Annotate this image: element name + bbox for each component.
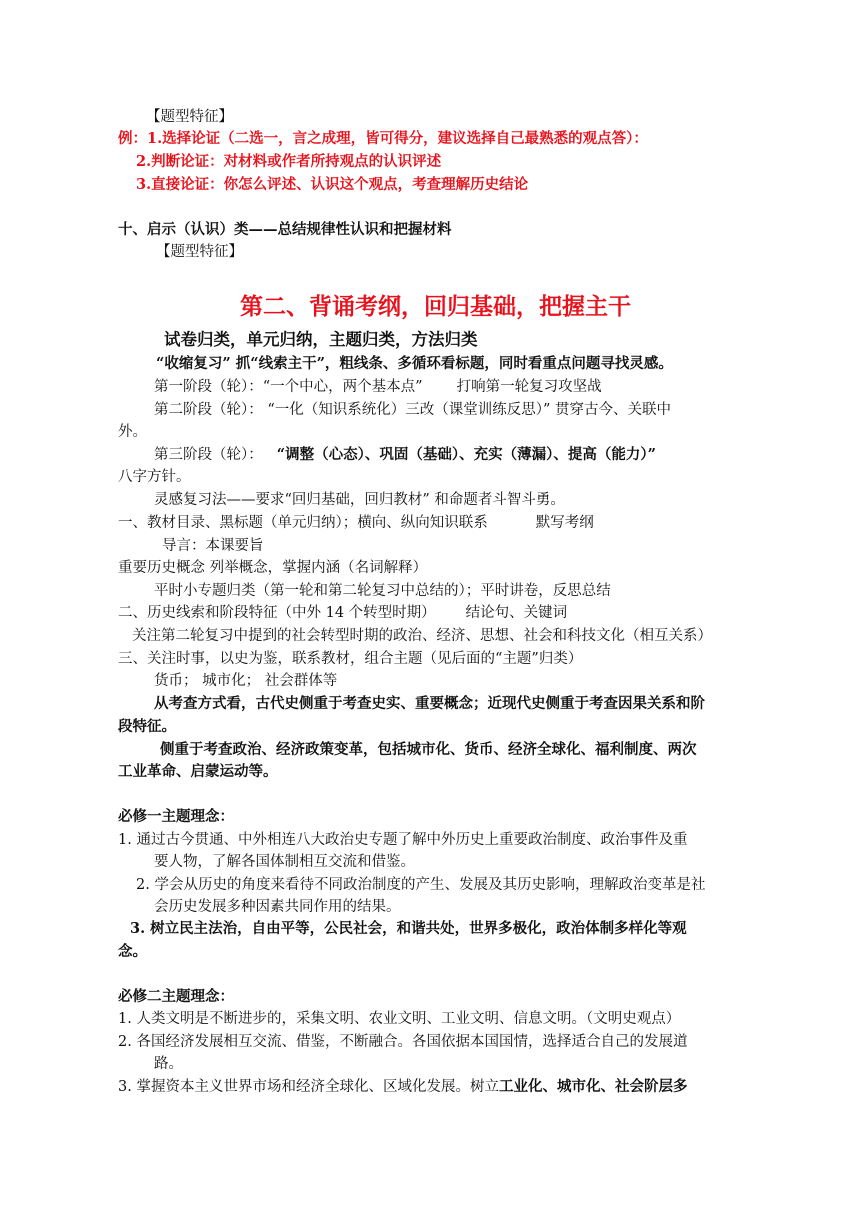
concept-line: 重要历史概念 列举概念，掌握内涵（名词解释） [118, 560, 428, 576]
stage-one-label: 第一阶段（轮）：“一个中心，两个基本点” [154, 379, 423, 395]
compulsory-one-item-2-cont: 会历史发展多种因素共同作用的结果。 [154, 899, 401, 915]
exam-focus-2: 侧重于考查政治、经济政策变革，包括城市化、货币、经济全球化、福利制度、两次 [160, 741, 697, 758]
item-two [118, 602, 567, 624]
compulsory-one-item-3-cont: 念。 [118, 943, 147, 960]
compulsory-two-item-2: 2. 各国经济发展相互交流、借鉴，不断融合。各国依据本国国情，选择适合自己的发展道 [118, 1034, 688, 1050]
exam-focus-1-cont: 段特征。 [118, 718, 176, 735]
item-one [118, 512, 594, 534]
stage-two-cont: 外。 [118, 424, 147, 440]
compulsory-one-item-1-cont: 要人物，了解各国体制相互交流和借鉴。 [154, 854, 415, 870]
item-two-note: 结论句、关键词 [465, 605, 568, 621]
topic-summary-line: 平时小专题归类（第一轮和第二轮复习中总结的）；平时讲卷，反思总结 [154, 583, 611, 599]
stage-one [154, 376, 602, 398]
compulsory-two-item-1: 1. 人类文明是不断进步的，采集文明、农业文明、工业文明、信息文明。（文明史观点） [118, 1011, 681, 1027]
exam-focus-2-cont: 工业革命、启蒙运动等。 [118, 763, 278, 780]
stage-three-cont: 八字方针。 [118, 469, 191, 485]
item-two-text: 二、历史线索和阶段特征（中外 14 个转型时期） [118, 605, 436, 621]
item-one-text: 一、教材目录、黑标题（单元归纳）；横向、纵向知识联系 [118, 515, 488, 531]
compulsory-two-item-3 [118, 1076, 687, 1098]
compulsory-two-item-2-cont: 路。 [154, 1056, 183, 1072]
heading-question-features-2: 【题型特征】 [156, 244, 243, 260]
stage-one-note: 打响第一轮复习攻坚战 [456, 379, 602, 395]
compulsory-one-heading: 必修一主题理念： [118, 808, 234, 825]
themes-list: 货币； 城市化； 社会群体等 [154, 673, 338, 689]
subtitle: 试卷归类，单元归纳，主题归类，方法归类 [164, 330, 478, 349]
intro-line: 导言：本课要旨 [162, 538, 264, 554]
exam-focus-1: 从考查方式看，古代史侧重于考查史实、重要概念；近现代史侧重于考查因果关系和阶 [154, 695, 705, 712]
compulsory-two-item-3-text: 3. 掌握资本主义世界市场和经济全球化、区域化发展。树立 [118, 1079, 499, 1095]
stage-three-motto: “调整（心态）、巩固（基础）、充实（薄漏）、提高（能力）” [276, 446, 656, 463]
heading-question-features: 【题型特征】 [146, 109, 233, 125]
main-title: 第二、背诵考纲，回归基础，把握主干 [240, 293, 631, 320]
compulsory-one-item-2: 2. 学会从历史的角度来看待不同政治制度的产生、发展及其历史影响，理解政治变革是社 [136, 877, 706, 893]
stage-two: 第二阶段（轮）： “一化（知识系统化）三改（课堂训练反思）” 贯穿古今、关联中 [154, 402, 672, 418]
example-line-1: 例：1.选择论证（二选一，言之成理，皆可得分，建议选择自己最熟悉的观点答）： [118, 130, 648, 147]
stage-three-label: 第三阶段（轮）： [154, 447, 263, 463]
item-three: 三、关注时事，以史为鉴，联系教材，组合主题（见后面的“主题”归类） [118, 651, 583, 667]
review-principle: “收缩复习” 抓“线索主干”，粗线条、多循环看标题，同时看重点问题寻找灵感。 [156, 355, 673, 372]
transition-focus: 关注第二轮复习中提到的社会转型时期的政治、经济、思想、社会和科技文化（相互关系） [132, 628, 712, 644]
item-one-note: 默写考纲 [535, 515, 594, 531]
inspiration-method: 灵感复习法——要求“回归基础，回归教材” 和命题者斗智斗勇。 [154, 492, 565, 508]
stage-three [154, 444, 656, 466]
section-ten-heading: 十、启示（认识）类——总结规律性认识和把握材料 [118, 221, 452, 238]
example-line-3: 3.直接论证：你怎么评述、认识这个观点，考查理解历史结论 [136, 176, 529, 193]
compulsory-two-heading: 必修二主题理念： [118, 988, 234, 1005]
example-line-2: 2.判断论证：对材料或作者所持观点的认识评述 [136, 153, 442, 170]
compulsory-two-item-3-bold: 工业化、城市化、社会阶层多 [498, 1078, 688, 1095]
compulsory-one-item-3: 3. 树立民主法治，自由平等，公民社会，和谐共处，世界多极化，政治体制多样化等观 [130, 920, 687, 937]
compulsory-one-item-1: 1. 通过古今贯通、中外相连八大政治史专题了解中外历史上重要政治制度、政治事件及重 [118, 832, 688, 848]
